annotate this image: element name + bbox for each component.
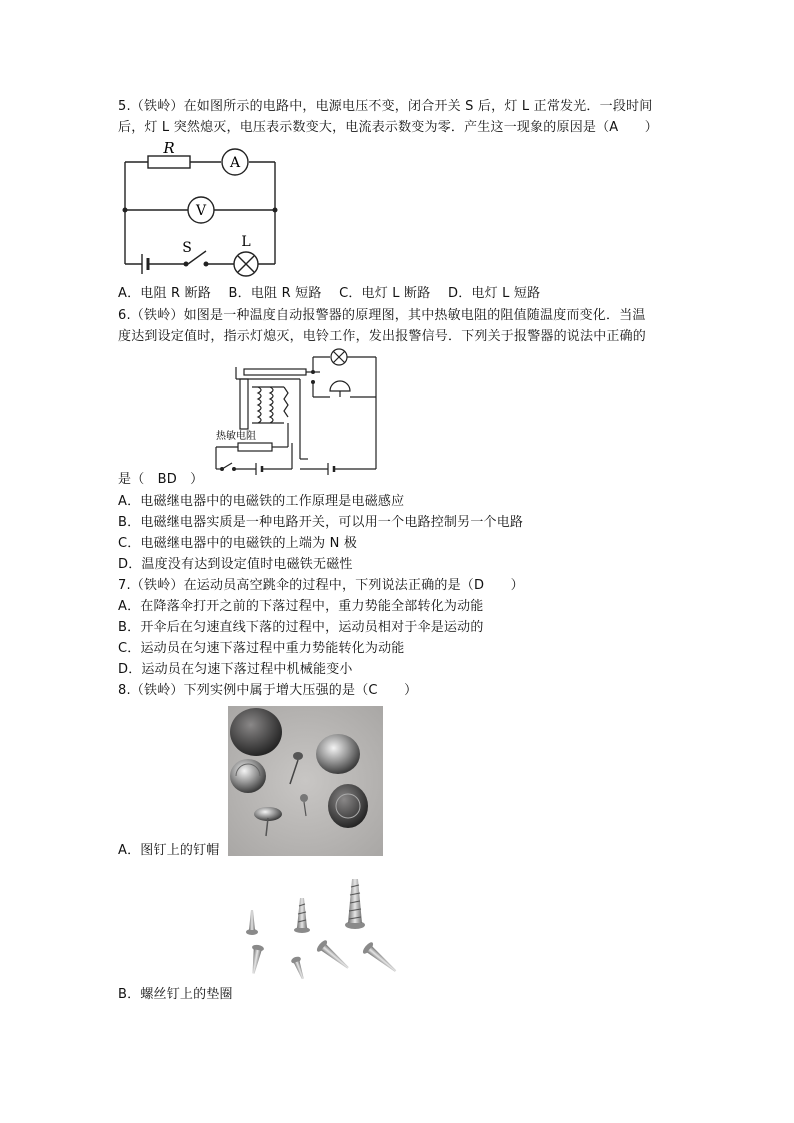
q6-option-d: D．温度没有达到设定值时电磁铁无磁性 bbox=[118, 557, 353, 572]
q5-label-s: S bbox=[182, 240, 192, 256]
q7-option-b: B．开伞后在匀速直线下落的过程中，运动员相对于伞是运动的 bbox=[118, 620, 484, 635]
q5-label-v: V bbox=[195, 203, 207, 219]
q6-option-c: C．电磁继电器中的电磁铁的上端为 N 极 bbox=[118, 536, 358, 551]
q8-option-b: B．螺丝钉上的垫圈 bbox=[118, 987, 233, 1002]
q6-stem-line1: 6.（铁岭）如图是一种温度自动报警器的原理图，其中热敏电阻的阻值随温度而变化．当温 bbox=[118, 308, 646, 323]
q6-option-b: B．电磁继电器实质是一种电路开关，可以用一个电路控制另一个电路 bbox=[118, 515, 524, 530]
q8-option-a: A．图钉上的钉帽 bbox=[118, 843, 220, 858]
q7-option-d: D．运动员在匀速下落过程中机械能变小 bbox=[118, 662, 353, 677]
q8-screw-photo bbox=[240, 870, 405, 995]
q6-stem-line3: 是（ BD ） bbox=[118, 472, 204, 487]
q5-stem-line2: 后，灯 L 突然熄灭，电压表示数变大，电流表示数变为零．产生这一现象的原因是（A ） bbox=[118, 120, 659, 135]
q8-stem: 8.（铁岭）下列实例中属于增大压强的是（C ） bbox=[118, 683, 418, 698]
q5-label-a: A bbox=[229, 155, 241, 171]
q6-label-thermistor: 热敏电阻 bbox=[216, 431, 256, 442]
q5-options: A．电阻 R 断路 B．电阻 R 短路 C．电灯 L 断路 D．电灯 L 短路 bbox=[118, 286, 541, 301]
q7-stem: 7.（铁岭）在运动员高空跳伞的过程中，下列说法正确的是（D ） bbox=[118, 578, 524, 593]
q5-circuit-diagram bbox=[118, 140, 283, 280]
q5-label-r: R bbox=[163, 140, 175, 157]
q7-option-c: C．运动员在匀速下落过程中重力势能转化为动能 bbox=[118, 641, 405, 656]
q5-label-l: L bbox=[241, 234, 251, 250]
q5-stem-line1: 5.（铁岭）在如图所示的电路中，电源电压不变，闭合开关 S 后，灯 L 正常发光．一段时间 bbox=[118, 99, 653, 114]
q6-alarm-diagram bbox=[208, 347, 384, 477]
q8-thumbtack-photo bbox=[228, 706, 383, 856]
q6-stem-line2: 度达到设定值时，指示灯熄灭，电铃工作，发出报警信号．下列关于报警器的说法中正确的 bbox=[118, 329, 647, 344]
q7-option-a: A．在降落伞打开之前的下落过程中，重力势能全部转化为动能 bbox=[118, 599, 484, 614]
q6-option-a: A．电磁继电器中的电磁铁的工作原理是电磁感应 bbox=[118, 494, 405, 509]
